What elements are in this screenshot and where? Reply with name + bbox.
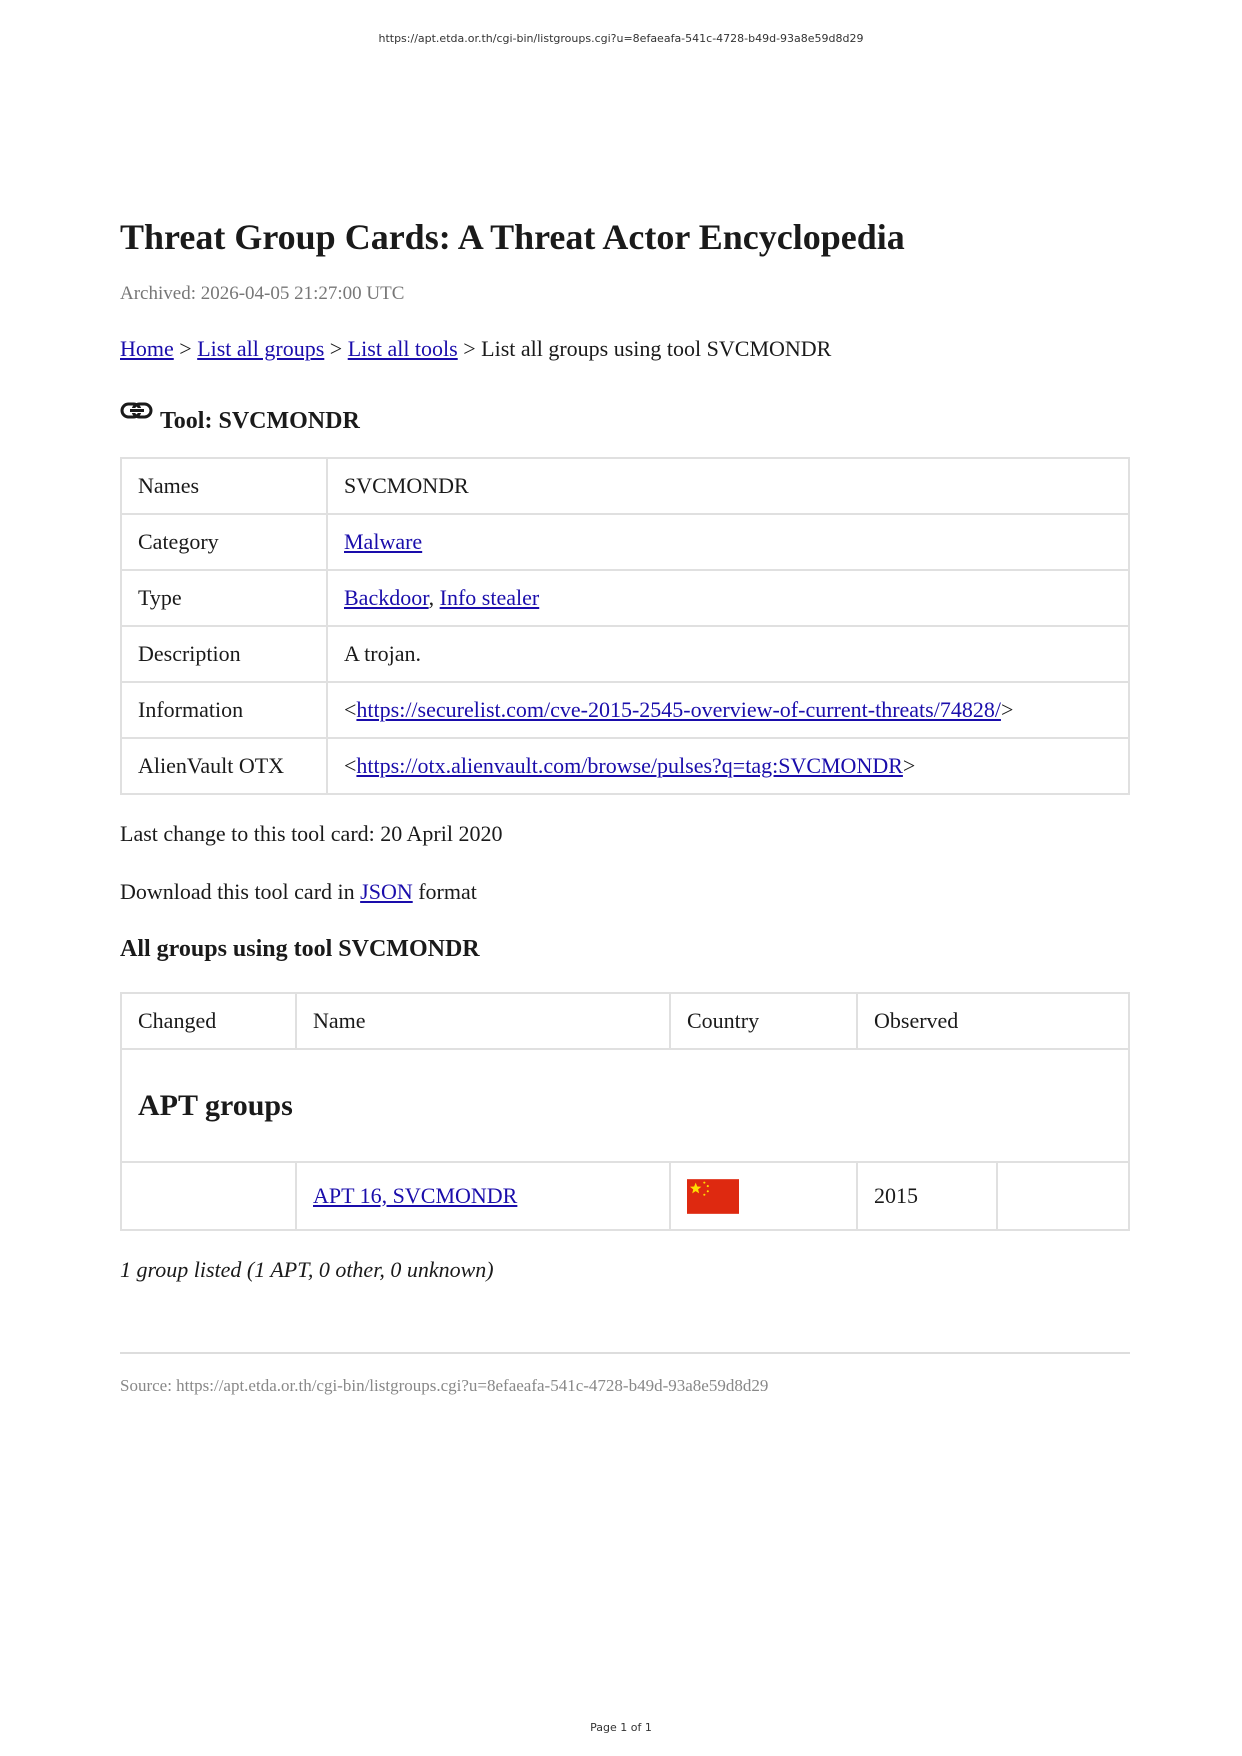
json-download-link[interactable]: JSON bbox=[360, 879, 413, 904]
groups-summary: 1 group listed (1 APT, 0 other, 0 unknown) bbox=[120, 1257, 494, 1282]
row-key: Type bbox=[121, 570, 327, 626]
table-row bbox=[121, 458, 1129, 514]
groups-heading: All groups using tool SVCMONDR bbox=[120, 936, 480, 962]
bracket-close: > bbox=[902, 753, 916, 778]
section-title-apt-groups: APT groups bbox=[121, 1049, 1129, 1162]
table-row bbox=[121, 682, 1129, 738]
information-link[interactable]: https://securelist.com/cve-2015-2545-overview-of-current-threats/74828/ bbox=[356, 697, 1001, 722]
breadcrumb-tools-link[interactable]: List all tools bbox=[347, 336, 458, 361]
download-text bbox=[120, 877, 1130, 907]
table-header-row bbox=[121, 993, 1129, 1049]
breadcrumb-home-link[interactable]: Home bbox=[120, 336, 174, 361]
breadcrumb-separator: > bbox=[329, 336, 343, 361]
china-flag-icon bbox=[687, 1179, 739, 1214]
row-value: A trojan. bbox=[327, 626, 1129, 682]
breadcrumb-separator: > bbox=[463, 336, 476, 361]
page-number-footer: Page 1 of 1 bbox=[590, 1721, 652, 1734]
cell-empty bbox=[997, 1162, 1129, 1230]
bracket-open: < bbox=[344, 697, 357, 722]
row-value: SVCMONDR bbox=[327, 458, 1129, 514]
download-suffix: format bbox=[418, 879, 477, 904]
download-prefix: Download this tool card in bbox=[120, 879, 355, 904]
type-info-stealer-link[interactable]: Info stealer bbox=[439, 585, 540, 610]
column-header-observed: Observed bbox=[857, 993, 1129, 1049]
source-text: Source: https://apt.etda.or.th/cgi-bin/listgroups.cgi?u=8efaeafa-541c-4728-b49d-93a8e59d8d29 bbox=[120, 1376, 769, 1395]
bracket-open: < bbox=[344, 753, 357, 778]
divider bbox=[120, 1352, 1130, 1354]
row-key: Information bbox=[121, 682, 327, 738]
breadcrumb-current: List all groups using tool SVCMONDR bbox=[481, 336, 832, 361]
row-value bbox=[327, 738, 1129, 794]
row-value bbox=[327, 570, 1129, 626]
column-header-changed: Changed bbox=[121, 993, 296, 1049]
table-row bbox=[121, 738, 1129, 794]
groups-table bbox=[120, 992, 1130, 1231]
breadcrumb-separator: > bbox=[179, 336, 192, 361]
last-change-text: Last change to this tool card: 20 April 2020 bbox=[120, 821, 503, 846]
category-link[interactable]: Malware bbox=[344, 529, 423, 554]
breadcrumb-groups-link[interactable]: List all groups bbox=[197, 336, 325, 361]
table-row bbox=[121, 514, 1129, 570]
table-row bbox=[121, 1162, 1129, 1230]
cell-observed: 2015 bbox=[857, 1162, 997, 1230]
table-row bbox=[121, 570, 1129, 626]
breadcrumb bbox=[120, 334, 1130, 364]
alienvault-otx-link[interactable]: https://otx.alienvault.com/browse/pulses?q=tag:SVCMONDR bbox=[356, 753, 903, 778]
section-row bbox=[121, 1049, 1129, 1162]
row-key: Names bbox=[121, 458, 327, 514]
archived-timestamp: Archived: 2026-04-05 21:27:00 UTC bbox=[120, 283, 405, 304]
row-key: Category bbox=[121, 514, 327, 570]
row-value bbox=[327, 682, 1129, 738]
type-backdoor-link[interactable]: Backdoor bbox=[344, 585, 429, 610]
column-header-name: Name bbox=[296, 993, 670, 1049]
row-key: Description bbox=[121, 626, 327, 682]
row-key: AlienVault OTX bbox=[121, 738, 327, 794]
page-title: Threat Group Cards: A Threat Actor Encyclopedia bbox=[120, 217, 905, 257]
print-url-header: https://apt.etda.or.th/cgi-bin/listgroups.cgi?u=8efaeafa-541c-4728-b49d-93a8e59d8d29 bbox=[378, 32, 864, 45]
tool-title: Tool: SVCMONDR bbox=[160, 408, 360, 434]
column-header-country: Country bbox=[670, 993, 857, 1049]
tool-info-table bbox=[120, 457, 1130, 795]
type-separator: , bbox=[428, 585, 435, 610]
cell-changed bbox=[121, 1162, 296, 1230]
tool-heading bbox=[120, 396, 1130, 436]
main-content bbox=[120, 212, 1130, 1398]
bracket-close: > bbox=[1000, 697, 1014, 722]
table-row bbox=[121, 626, 1129, 682]
group-apt16-link[interactable]: APT 16, SVCMONDR bbox=[313, 1183, 518, 1208]
row-value bbox=[327, 514, 1129, 570]
link-icon bbox=[120, 402, 154, 422]
cell-country bbox=[670, 1162, 857, 1230]
cell-name bbox=[296, 1162, 670, 1230]
